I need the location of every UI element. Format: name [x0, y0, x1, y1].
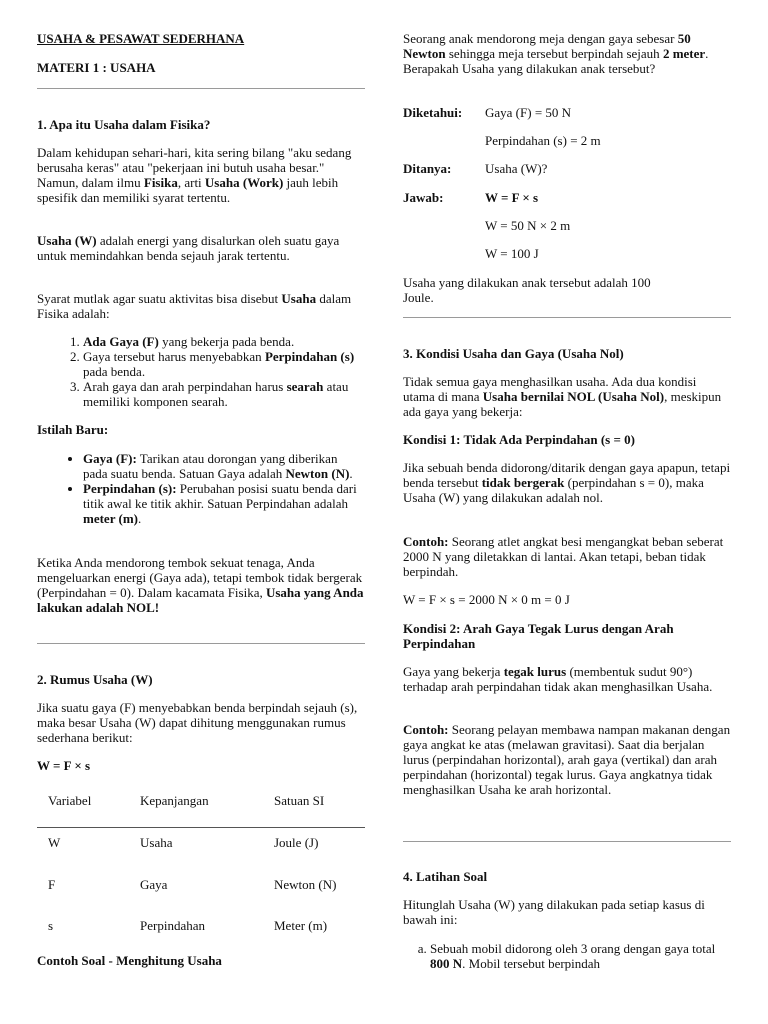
section-2-paragraph: Jika suatu gaya (F) menyebabkan benda berpindah sejauh (s), maka besar Usaha (W) dapat dihitung menggunakan rumus sederhana berikut: — [37, 700, 358, 745]
section-1-heading: 1. Apa itu Usaha dalam Fisika? — [37, 117, 211, 132]
answer-result: W = 100 J — [485, 246, 539, 261]
list-item: 3. Arah gaya dan arah perpindahan harus searah atau memiliki komponen searah. — [83, 379, 365, 409]
asked-label: Ditanya: — [403, 161, 452, 176]
table-cell: Perpindahan — [140, 918, 205, 933]
exercise-list — [430, 941, 731, 971]
asked-value: Usaha (W)? — [485, 161, 548, 176]
formula: W = F × s — [37, 758, 91, 773]
table-cell: Gaya — [140, 877, 168, 892]
table-row — [37, 918, 365, 933]
section-1-paragraph-4: Ketika Anda mendorong tembok sekuat tenaga, Anda mengeluarkan energi (Gaya ada), tetapi tembok tidak bergerak (Perpindahan = 0). Dalam kacamata Fisika, Usaha yang Anda lakukan adalah NOL! — [37, 555, 364, 615]
answer-label: Jawab: — [403, 190, 444, 205]
document-title: USAHA & PESAWAT SEDERHANA — [37, 31, 245, 46]
section-2-heading: 2. Rumus Usaha (W) — [37, 672, 153, 687]
table-cell: W — [48, 835, 61, 850]
section-1-paragraph-2: Usaha (W) adalah energi yang disalurkan oleh suatu gaya untuk memindahkan benda sejauh jarak tertentu. — [37, 233, 340, 263]
table-header: Kepanjangan — [140, 793, 209, 808]
table-cell: Newton (N) — [274, 877, 337, 892]
section-1-paragraph-3: Syarat mutlak agar suatu aktivitas bisa disebut Usaha dalam Fisika adalah: — [37, 291, 352, 321]
table-cell: Joule (J) — [274, 835, 319, 850]
known-label: Diketahui: — [403, 105, 463, 120]
section-4-paragraph: Hitunglah Usaha (W) yang dilakukan pada setiap kasus di bawah ini: — [403, 897, 705, 927]
table-cell: s — [48, 918, 54, 933]
known-value: Perpindahan (s) = 2 m — [485, 133, 601, 148]
example-heading: Contoh Soal - Menghitung Usaha — [37, 953, 222, 968]
section-1-paragraph-1: Dalam kehidupan sehari-hari, kita sering bilang "aku sedang berusaha keras" atau "pekerjaan ini butuh usaha besar." Namun, dalam ilmu Fisika, arti Usaha (Work) jauh lebih spesifik dan memiliki syarat tertentu. — [37, 145, 352, 205]
answer-step: W = 50 N × 2 m — [485, 218, 571, 233]
table-header: Variabel — [48, 793, 92, 808]
condition-1-example: Contoh: Seorang atlet angkat besi mengangkat beban seberat 2000 N yang diletakkan di lantai. Akan tetapi, beban tidak berpindah. — [403, 534, 724, 579]
divider — [37, 88, 365, 89]
condition-1-formula: W = F × s = 2000 N × 0 m = 0 J — [403, 592, 570, 607]
section-3-paragraph: Tidak semua gaya menghasilkan usaha. Ada dua kondisi utama di mana Usaha bernilai NOL (Usaha Nol), meskipun ada gaya yang bekerja: — [403, 374, 722, 419]
table-row — [37, 835, 365, 850]
answer-formula: W = F × s — [485, 190, 539, 205]
list-item: • Perpindahan (s): Perubahan posisi suatu benda dari titik awal ke titik akhir. Satuan Perpindahan adalah meter (m). — [83, 481, 365, 526]
list-item: 2. Gaya tersebut harus menyebabkan Perpindahan (s) pada benda. — [83, 349, 365, 379]
example-conclusion: Usaha yang dilakukan anak tersebut adalah 100 Joule. — [403, 275, 651, 305]
condition-1-heading: Kondisi 1: Tidak Ada Perpindahan (s = 0) — [403, 432, 635, 447]
table-row — [37, 877, 365, 892]
table-header: Satuan SI — [274, 793, 325, 808]
table-cell: F — [48, 877, 56, 892]
condition-2-heading: Kondisi 2: Arah Gaya Tegak Lurus dengan Arah Perpindahan — [403, 621, 674, 651]
material-title: MATERI 1 : USAHA — [37, 60, 156, 75]
table-header-row — [37, 793, 365, 808]
terms-list — [83, 451, 365, 526]
example-question: Seorang anak mendorong meja dengan gaya sebesar 50 Newton sehingga meja tersebut berpindah sejauh 2 meter. Berapakah Usaha yang dilakukan anak tersebut? — [403, 31, 709, 76]
known-value: Gaya (F) = 50 N — [485, 105, 572, 120]
list-item: • Gaya (F): Tarikan atau dorongan yang diberikan pada suatu benda. Satuan Gaya adalah Newton (N). — [83, 451, 365, 481]
terms-heading: Istilah Baru: — [37, 422, 109, 437]
section-4-heading: 4. Latihan Soal — [403, 869, 488, 884]
table-cell: Meter (m) — [274, 918, 328, 933]
section-3-heading: 3. Kondisi Usaha dan Gaya (Usaha Nol) — [403, 346, 624, 361]
table-header-divider — [37, 827, 365, 828]
list-item: a. Sebuah mobil didorong oleh 3 orang dengan gaya total 800 N. Mobil tersebut berpindah — [430, 941, 731, 971]
table-cell: Usaha — [140, 835, 173, 850]
list-item: 1. Ada Gaya (F) yang bekerja pada benda. — [83, 334, 365, 349]
divider — [403, 317, 731, 318]
condition-1-paragraph: Jika sebuah benda didorong/ditarik dengan gaya apapun, tetapi benda tersebut tidak bergerak (perpindahan s = 0), maka Usaha (W) yang dilakukan adalah nol. — [403, 460, 731, 505]
divider — [403, 841, 731, 842]
condition-2-example: Contoh: Seorang pelayan membawa nampan makanan dengan gaya angkat ke atas (melawan gravitasi). Saat dia berjalan lurus (perpindahan horizontal), arah gaya (vertikal) dan arah perpindahan (horizontal) tegak lurus. Gaya angkatnya tidak menghasilkan Usaha ke arah horizontal. — [403, 722, 731, 797]
condition-2-paragraph: Gaya yang bekerja tegak lurus (membentuk sudut 90°) terhadap arah perpindahan tidak akan menghasilkan Usaha. — [403, 664, 713, 694]
requirements-list — [83, 334, 365, 409]
divider — [37, 643, 365, 644]
